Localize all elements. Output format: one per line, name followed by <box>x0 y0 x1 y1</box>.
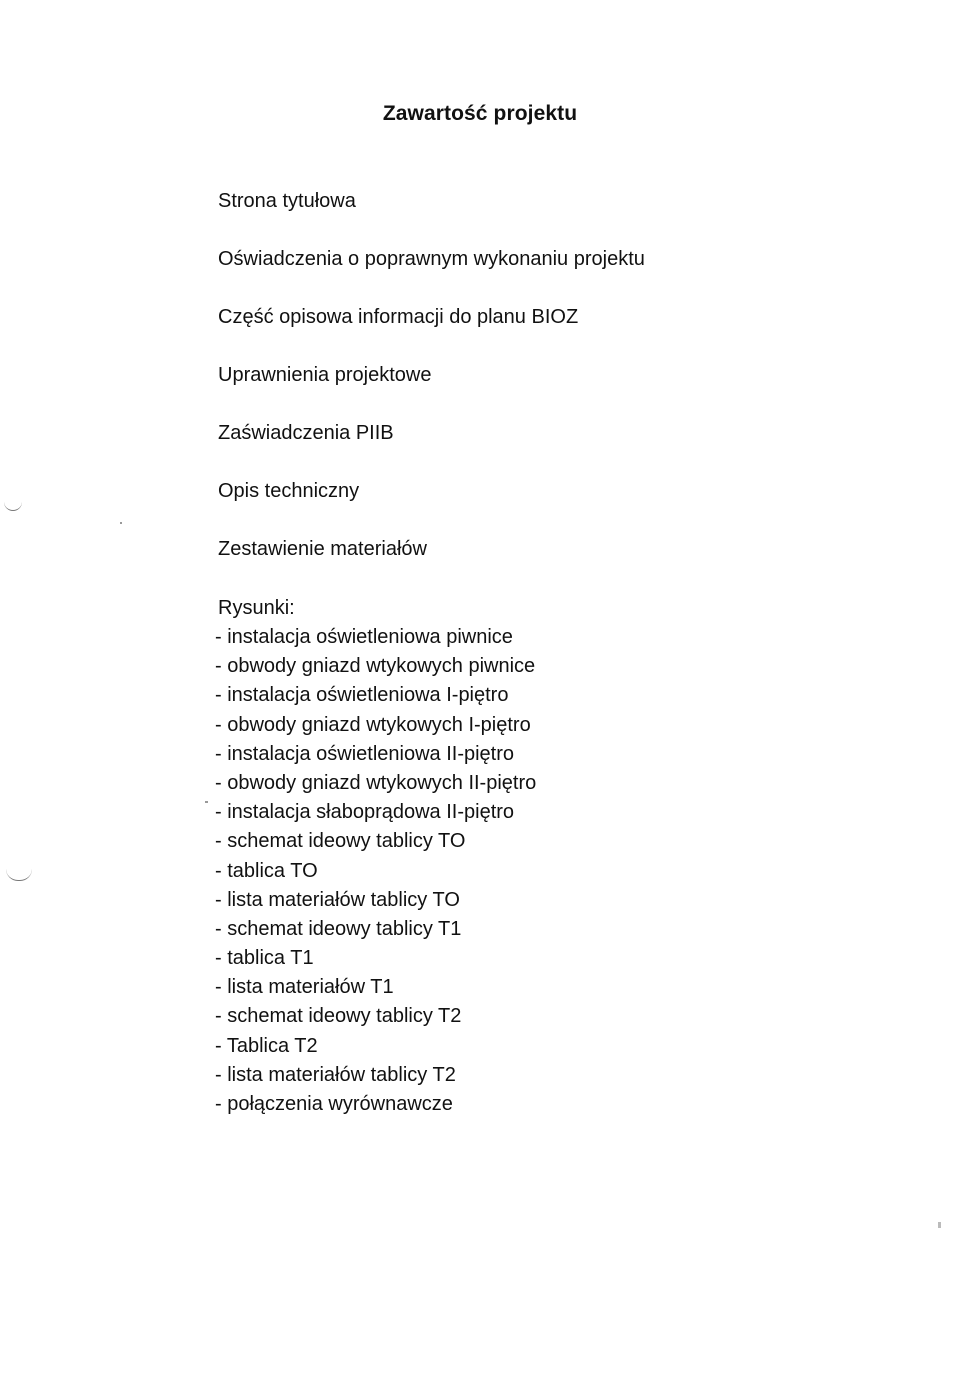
drawing-item: - lista materiałów tablicy T2 <box>215 1063 456 1086</box>
drawing-item: - instalacja oświetleniowa I-piętro <box>215 684 509 707</box>
drawing-item: - schemat ideowy tablicy T1 <box>215 917 462 940</box>
drawing-item: - tablica TO <box>215 859 318 882</box>
document-title: Zawartość projektu <box>382 102 578 125</box>
drawing-item: - lista materiałów tablicy TO <box>215 888 460 911</box>
drawing-item: - schemat ideowy tablicy T2 <box>215 1005 462 1028</box>
scan-artifact <box>6 868 32 881</box>
drawing-item: - lista materiałów T1 <box>215 976 394 999</box>
section-item: Oświadczenia o poprawnym wykonaniu projektu <box>218 248 645 270</box>
section-item: Część opisowa informacji do planu BIOZ <box>218 306 579 328</box>
drawing-item: - obwody gniazd wtykowych piwnice <box>215 655 536 678</box>
section-item: Strona tytułowa <box>218 190 356 212</box>
drawing-item: - instalacja słaboprądowa II-piętro <box>215 801 515 824</box>
scan-artifact <box>205 801 208 803</box>
drawing-item: - instalacja oświetleniowa II-piętro <box>215 742 515 765</box>
section-item: Zaświadczenia PIIB <box>218 422 394 444</box>
drawing-item: - Tablica T2 <box>215 1034 318 1057</box>
drawing-item: - tablica T1 <box>215 947 314 970</box>
drawing-item: - instalacja oświetleniowa piwnice <box>215 626 513 648</box>
drawings-list <box>215 623 536 1119</box>
sections-list <box>218 187 645 593</box>
scan-artifact <box>4 500 22 511</box>
drawing-item: - połączenia wyrównawcze <box>215 1093 453 1115</box>
drawing-item: - schemat ideowy tablicy TO <box>215 830 466 853</box>
scan-artifact <box>120 522 122 524</box>
drawings-heading: Rysunki: <box>218 597 295 619</box>
drawing-item: - obwody gniazd wtykowych II-piętro <box>215 771 537 794</box>
drawing-item: - obwody gniazd wtykowych I-piętro <box>215 713 531 736</box>
section-item: Opis techniczny <box>218 480 360 502</box>
scan-artifact <box>938 1222 941 1228</box>
section-item: Zestawienie materiałów <box>218 538 427 560</box>
section-item: Uprawnienia projektowe <box>218 364 432 386</box>
